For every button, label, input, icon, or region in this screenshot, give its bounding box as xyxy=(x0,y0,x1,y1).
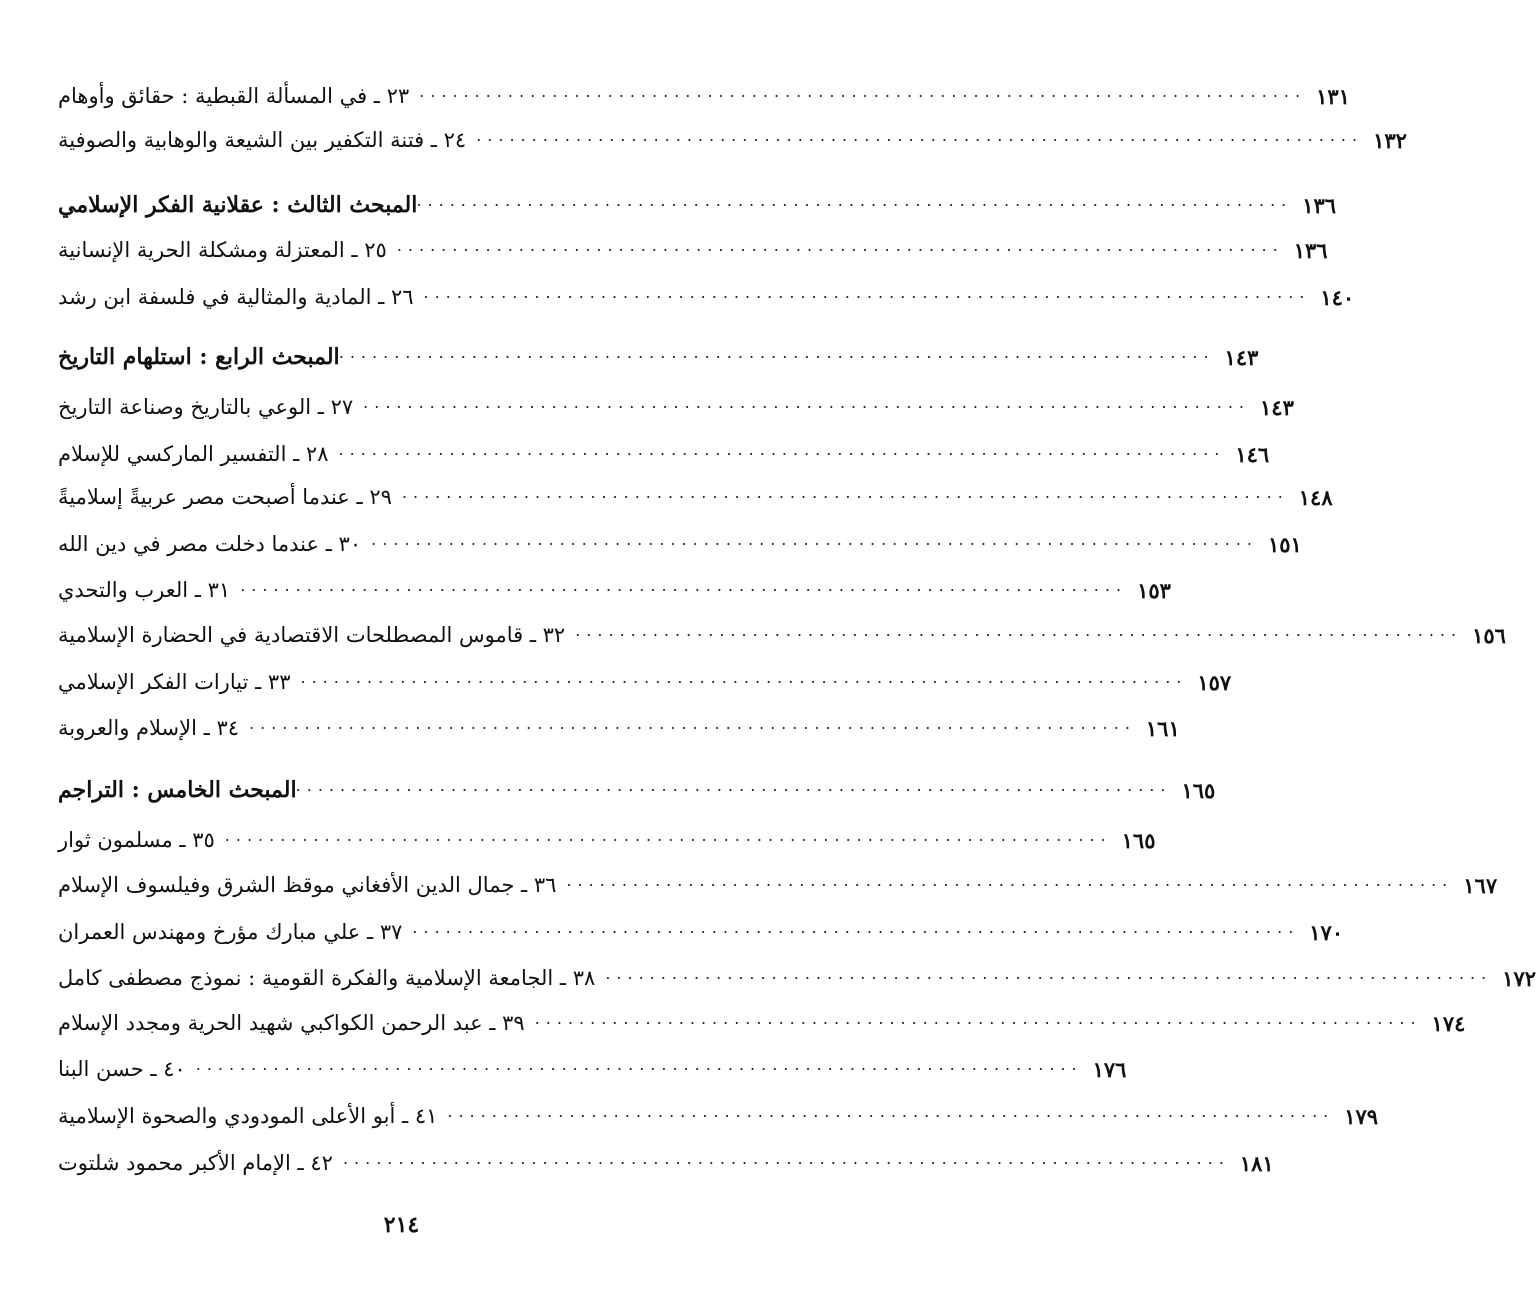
dot-leader: ................................................................................ xyxy=(224,826,1112,845)
toc-entry-title: ٢٣ ـ في المسألة القبطية : حقائق وأوهام xyxy=(58,84,410,108)
toc-page-number: ١٥٦ xyxy=(1472,622,1506,648)
dot-leader: ................................................................................ xyxy=(338,440,1226,459)
dot-leader: ................................................................................ xyxy=(401,483,1289,502)
toc-entry xyxy=(58,568,1171,612)
toc-entry-title: ٣٢ ـ قاموس المصطلحات الاقتصادية في الحضارة الإسلامية xyxy=(58,623,566,647)
toc-page-number: ١٣٢ xyxy=(1373,127,1407,153)
dot-leader: ................................................................................ xyxy=(249,714,1136,733)
toc-entry-title: ٣٧ ـ علي مبارك مؤرخ ومهندس العمران xyxy=(58,920,403,944)
toc-page-number: ١٥١ xyxy=(1267,531,1302,557)
toc-entry-title: المبحث الثالث : عقلانية الفكر الإسلامي xyxy=(58,192,418,218)
toc-entry xyxy=(58,863,1498,907)
toc-entry xyxy=(58,706,1180,750)
toc-entry xyxy=(58,818,1156,862)
toc-section-heading xyxy=(58,335,1259,379)
dot-leader: ................................................................................ xyxy=(534,1009,1422,1028)
toc-page-number: ١٤٠ xyxy=(1320,284,1355,310)
toc-page-number: ١٥٣ xyxy=(1137,577,1171,603)
toc-page-number: ١٤٣ xyxy=(1224,344,1259,370)
toc-entry-title: ٣٥ ـ مسلمون ثوار xyxy=(58,828,215,852)
toc-page-number: ١٤٣ xyxy=(1260,394,1294,420)
toc-entry xyxy=(58,118,1407,162)
toc-entry xyxy=(58,910,1344,954)
toc-page-number: ١٦٥ xyxy=(1181,777,1216,803)
toc-entry xyxy=(58,522,1302,566)
toc-entry xyxy=(58,432,1270,476)
dot-leader: ................................................................................ xyxy=(195,1055,1083,1074)
toc-page-number: ١٧٩ xyxy=(1344,1103,1379,1129)
toc-entry xyxy=(58,1047,1127,1091)
dot-leader: ................................................................................ xyxy=(371,530,1258,549)
dot-leader: ................................................................................ xyxy=(284,776,1172,795)
dot-leader: ................................................................................ xyxy=(240,576,1128,595)
dot-leader: ................................................................................ xyxy=(447,1102,1335,1121)
toc-entry-title: ٣٨ ـ الجامعة الإسلامية والفكرة القومية : نموذج مصطفى كامل xyxy=(58,966,596,990)
toc-entry-title: ٣٠ ـ عندما دخلت مصر في دين الله xyxy=(58,532,362,556)
dot-leader: ................................................................................ xyxy=(363,393,1251,412)
toc-entry xyxy=(58,660,1232,704)
toc-entry xyxy=(58,385,1294,429)
toc-page-number: ١٤٦ xyxy=(1235,441,1270,467)
dot-leader: ................................................................................ xyxy=(605,964,1493,983)
toc-section-heading xyxy=(58,183,1337,227)
toc-entry xyxy=(58,275,1355,319)
toc-entry-title: ٢٤ ـ فتنة التكفير بين الشيعة والوهابية والصوفية xyxy=(58,128,467,152)
toc-page-number: ١٧٤ xyxy=(1431,1010,1466,1036)
toc-entry-title: ٢٦ ـ المادية والمثالية في فلسفة ابن رشد xyxy=(58,285,414,309)
toc-entry-title: ٣٣ ـ تيارات الفكر الإسلامي xyxy=(58,670,291,694)
toc-entry xyxy=(58,1001,1466,1045)
page-number: ٢١٤ xyxy=(383,1212,420,1238)
dot-leader: ................................................................................ xyxy=(566,871,1454,890)
toc-page-number: ١٥٧ xyxy=(1197,669,1232,695)
dot-leader: ................................................................................ xyxy=(342,1149,1230,1168)
toc-page-number: ١٦١ xyxy=(1145,715,1180,741)
toc-entry xyxy=(58,475,1333,519)
toc-entry-title: ٤١ ـ أبو الأعلى المودودي والصحوة الإسلامية xyxy=(58,1104,438,1128)
dot-leader: ................................................................................ xyxy=(405,191,1293,210)
toc-entry-title: ٢٨ ـ التفسير الماركسي للإسلام xyxy=(58,442,329,466)
toc-entry xyxy=(58,1141,1274,1185)
toc-entry-title: ٢٧ ـ الوعي بالتاريخ وصناعة التاريخ xyxy=(58,395,354,419)
dot-leader: ................................................................................ xyxy=(575,621,1463,640)
dot-leader: ................................................................................ xyxy=(419,82,1307,101)
dot-leader: ................................................................................ xyxy=(476,126,1364,145)
toc-entry-title: ٣٩ ـ عبد الرحمن الكواكبي شهيد الحرية ومجدد الإسلام xyxy=(58,1011,525,1035)
toc-entry-title: المبحث الرابع : استلهام التاريخ xyxy=(58,344,340,370)
toc-entry-title: ٣٤ ـ الإسلام والعروبة xyxy=(58,716,240,740)
toc-entry xyxy=(58,74,1350,118)
toc-page-number: ١٦٧ xyxy=(1463,872,1498,898)
toc-entry xyxy=(58,1094,1379,1138)
toc-entry-title: ٣٦ ـ جمال الدين الأفغاني موقظ الشرق وفيلسوف الإسلام xyxy=(58,873,557,897)
toc-entry-title: ٣١ ـ العرب والتحدي xyxy=(58,578,231,602)
toc-entry-title: المبحث الخامس : التراجم xyxy=(58,777,297,803)
toc-entry xyxy=(58,228,1328,272)
dot-leader: ................................................................................ xyxy=(300,668,1188,687)
toc-entry xyxy=(58,956,1536,1000)
toc-entry xyxy=(58,613,1506,657)
toc-page-number: ١٣١ xyxy=(1316,83,1350,109)
toc-page-number: ١٤٨ xyxy=(1298,484,1333,510)
toc-page-number: ١٧٦ xyxy=(1092,1056,1127,1082)
toc-page-number: ١٦٥ xyxy=(1121,827,1156,853)
toc-entry-title: ٢٩ ـ عندما أصبحت مصر عربيةً إسلاميةً xyxy=(58,485,392,509)
toc-page-number: ١٣٦ xyxy=(1293,237,1328,263)
dot-leader: ................................................................................ xyxy=(412,918,1300,937)
toc-page-number: ١٧٢ xyxy=(1502,965,1536,991)
toc-entry-title: ٤٢ ـ الإمام الأكبر محمود شلتوت xyxy=(58,1151,333,1175)
dot-leader: ................................................................................ xyxy=(327,343,1215,362)
toc-entry-title: ٢٥ ـ المعتزلة ومشكلة الحرية الإنسانية xyxy=(58,238,387,262)
toc-page-number: ١٣٦ xyxy=(1302,192,1337,218)
toc-page-number: ١٧٠ xyxy=(1309,919,1344,945)
toc-section-heading xyxy=(58,768,1216,812)
dot-leader: ................................................................................ xyxy=(423,283,1311,302)
dot-leader: ................................................................................ xyxy=(396,236,1284,255)
toc-page-number: ١٨١ xyxy=(1239,1150,1274,1176)
toc-entry-title: ٤٠ ـ حسن البنا xyxy=(58,1057,186,1081)
